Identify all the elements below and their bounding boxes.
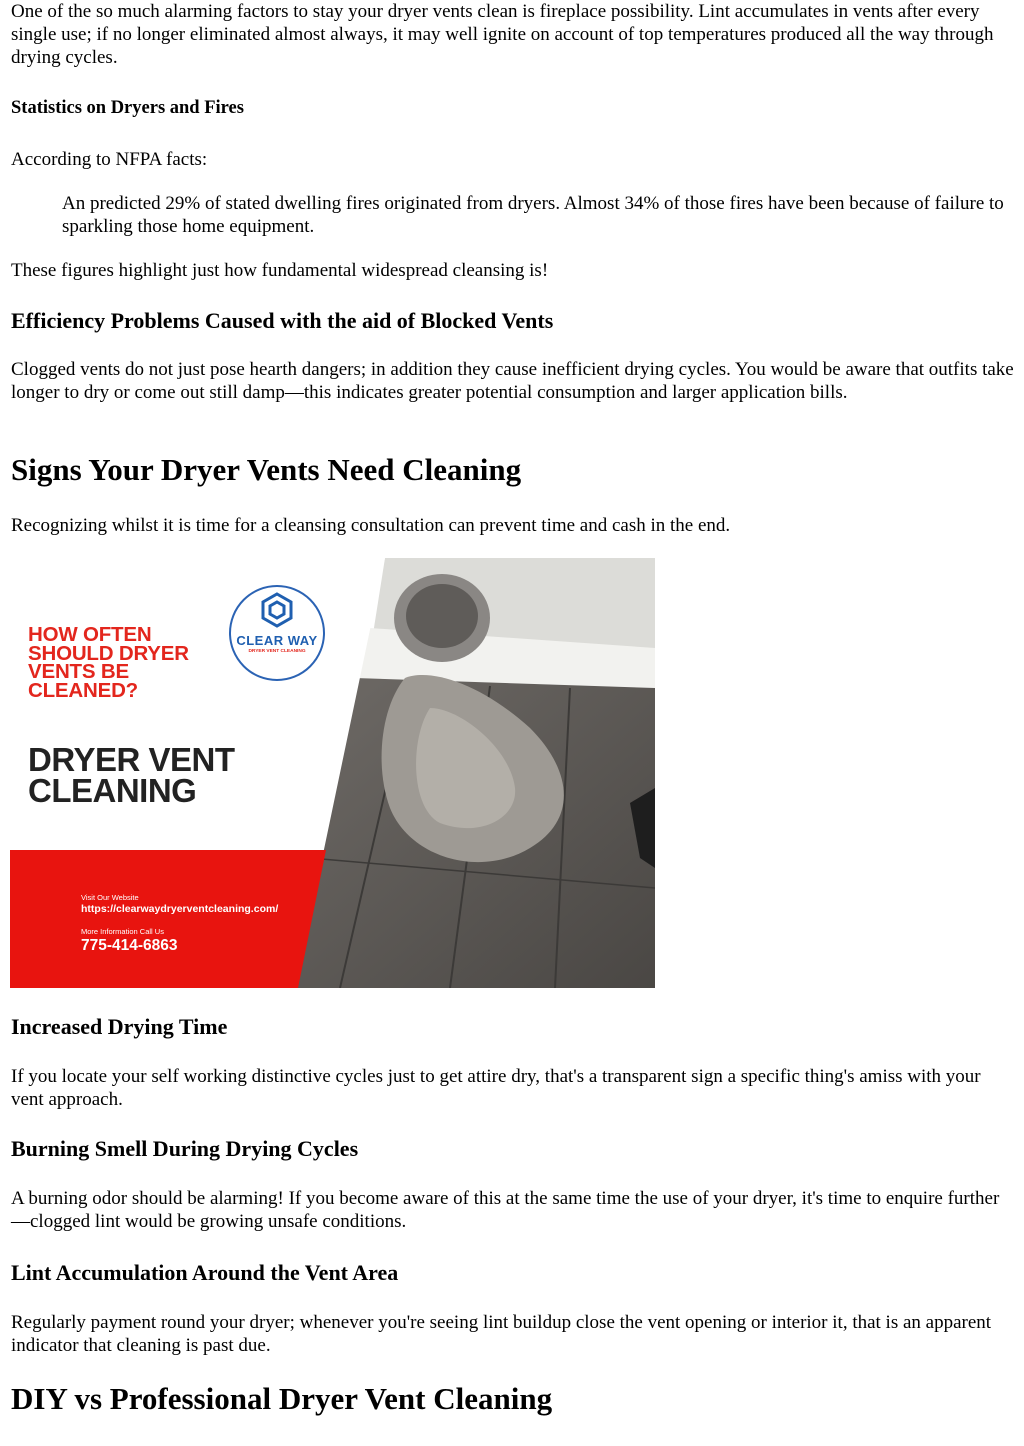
signs-paragraph: Recognizing whilst it is time for a cleansing consultation can prevent time and cash in the end. <box>11 515 731 536</box>
lint-paragraph: Regularly payment round your dryer; whenever you're seeing lint buildup close the vent opening or interior it, that is an apparent indicator that cleaning is past due. <box>11 1312 992 1356</box>
efficiency-paragraph: Clogged vents do not just pose hearth dangers; in addition they cause inefficient drying cycles. You would be aware that outfits take longer to dry or come out still damp—this indicates greater potential consumption and larger application bills. <box>11 359 1014 403</box>
lint-heading: Lint Accumulation Around the Vent Area <box>11 1260 399 1285</box>
call-label: More Information Call Us <box>81 927 164 936</box>
phone-number: 775-414-6863 <box>81 937 178 954</box>
stats-heading: Statistics on Dryers and Fires <box>11 98 244 118</box>
dryer-vent-infographic <box>10 558 655 988</box>
burning-heading: Burning Smell During Drying Cycles <box>11 1136 359 1161</box>
stats-note: These figures highlight just how fundamental widespread cleansing is! <box>11 260 549 281</box>
diy-heading: DIY vs Professional Dryer Vent Cleaning <box>11 1381 553 1416</box>
drying-time-heading: Increased Drying Time <box>11 1014 228 1039</box>
signs-heading: Signs Your Dryer Vents Need Cleaning <box>11 452 522 487</box>
logo-name: CLEAR WAY <box>236 633 318 648</box>
infographic-title: DRYER VENT CLEANING <box>28 741 235 809</box>
logo-subtitle: DRYER VENT CLEANING <box>248 649 306 654</box>
website-url: https://clearwaydryerventcleaning.com/ <box>81 903 279 915</box>
intro-paragraph: One of the so much alarming factors to stay your dryer vents clean is fireplace possibility. Lint accumulates in vents after every single use; if no longer eliminated almost always, it may well ignite on account of top temperatures produced all the way through drying cycles. <box>11 1 994 68</box>
stats-lead: According to NFPA facts: <box>11 149 208 170</box>
efficiency-heading: Efficiency Problems Caused with the aid of Blocked Vents <box>11 308 554 333</box>
burning-paragraph: A burning odor should be alarming! If you become aware of this at the same time the use of your dryer, it's time to enquire further—clogged lint would be growing unsafe conditions. <box>11 1188 1000 1232</box>
drying-time-paragraph: If you locate your self working distinctive cycles just to get attire dry, that's a transparent sign a specific thing's amiss with your vent approach. <box>11 1066 981 1110</box>
infographic-question: HOW OFTEN SHOULD DRYER VENTS BE CLEANED? <box>28 623 189 702</box>
stats-quote: An predicted 29% of stated dwelling fires originated from dryers. Almost 34% of those fires have been because of failure to sparkling those home equipment. <box>62 193 1004 237</box>
website-label: Visit Our Website <box>81 893 139 902</box>
